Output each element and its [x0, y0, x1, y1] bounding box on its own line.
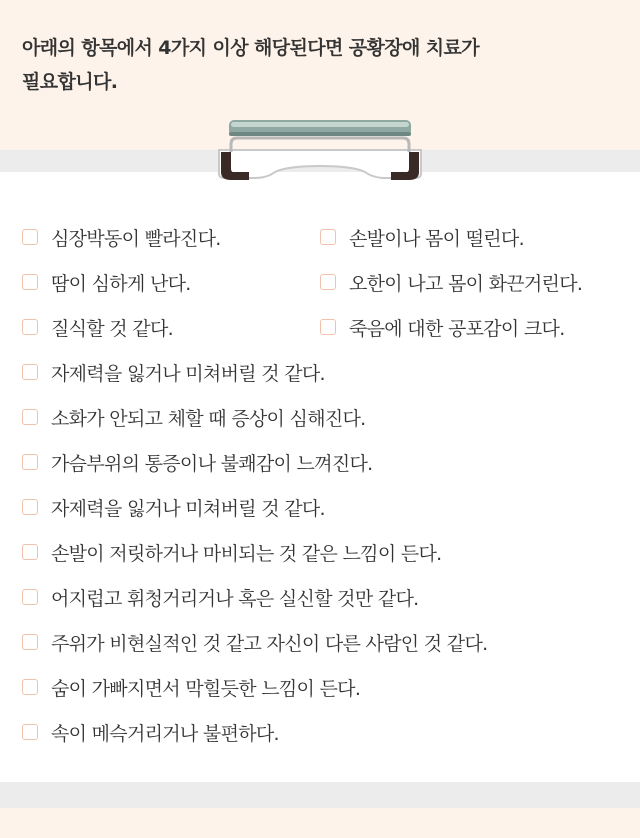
checklist-item[interactable]	[22, 313, 173, 341]
checklist-item[interactable]	[22, 358, 325, 386]
checkbox-icon[interactable]	[22, 454, 38, 470]
checkbox-icon[interactable]	[22, 274, 38, 290]
checkbox-icon[interactable]	[22, 229, 38, 245]
checklist-item-label: 소화가 안되고 체할 때 증상이 심해진다.	[51, 407, 366, 430]
checkbox-icon[interactable]	[22, 589, 38, 605]
checkbox-icon[interactable]	[320, 229, 336, 245]
checklist-item[interactable]	[22, 583, 418, 611]
checklist-item-label: 죽음에 대한 공포감이 크다.	[349, 317, 565, 340]
checklist-item-label: 숨이 가빠지면서 막힐듯한 느낌이 든다.	[51, 677, 361, 700]
checklist-item[interactable]	[22, 673, 360, 701]
checkbox-icon[interactable]	[22, 319, 38, 335]
checklist-item-label: 심장박동이 빨라진다.	[51, 227, 221, 250]
checklist-item[interactable]	[22, 718, 279, 746]
checkbox-icon[interactable]	[22, 724, 38, 740]
checklist-item-label: 자제력을 잃거나 미쳐버릴 것 같다.	[51, 362, 325, 385]
checklist-item-label: 주위가 비현실적인 것 같고 자신이 다른 사람인 것 같다.	[51, 632, 488, 655]
checklist-item-label: 손발이 저릿하거나 마비되는 것 같은 느낌이 든다.	[51, 542, 442, 565]
checkbox-icon[interactable]	[22, 679, 38, 695]
checkbox-icon[interactable]	[320, 319, 336, 335]
checklist-item[interactable]	[22, 223, 221, 251]
checkbox-icon[interactable]	[22, 634, 38, 650]
checklist-item[interactable]	[22, 493, 325, 521]
checklist-item-label: 속이 메슥거리거나 불편하다.	[51, 722, 279, 745]
checklist-item[interactable]	[320, 223, 524, 251]
checklist-item[interactable]	[22, 403, 366, 431]
page-title	[22, 31, 582, 99]
checklist-item[interactable]	[320, 313, 565, 341]
checkbox-icon[interactable]	[22, 364, 38, 380]
checklist-item-label: 오한이 나고 몸이 화끈거린다.	[349, 272, 583, 295]
checklist-item-label: 손발이나 몸이 떨린다.	[349, 227, 524, 250]
checklist-item-label: 땀이 심하게 난다.	[51, 272, 191, 295]
checklist-item[interactable]	[22, 268, 191, 296]
title-line-2: 필요합니다.	[22, 71, 118, 93]
checklist-item[interactable]	[22, 538, 441, 566]
checkbox-icon[interactable]	[22, 499, 38, 515]
checklist-item-label: 질식할 것 같다.	[51, 317, 173, 340]
checkbox-icon[interactable]	[22, 544, 38, 560]
checkbox-icon[interactable]	[320, 274, 336, 290]
title-line-1: 아래의 항목에서 4가지 이상 해당된다면 공황장애 치료가	[22, 37, 480, 59]
checklist-sheet	[0, 172, 640, 782]
footer	[0, 808, 640, 838]
checkbox-icon[interactable]	[22, 409, 38, 425]
clipboard-clip-icon	[215, 116, 425, 188]
checklist-item-label: 자제력을 잃거나 미쳐버릴 것 같다.	[51, 497, 325, 520]
checklist-item[interactable]	[22, 448, 372, 476]
checklist-item[interactable]	[22, 628, 487, 656]
checklist-item[interactable]	[320, 268, 582, 296]
checklist-item-label: 어지럽고 휘청거리거나 혹은 실신할 것만 같다.	[51, 587, 419, 610]
bottom-band	[0, 782, 640, 808]
checklist-item-label: 가슴부위의 통증이나 불쾌감이 느껴진다.	[51, 452, 373, 475]
